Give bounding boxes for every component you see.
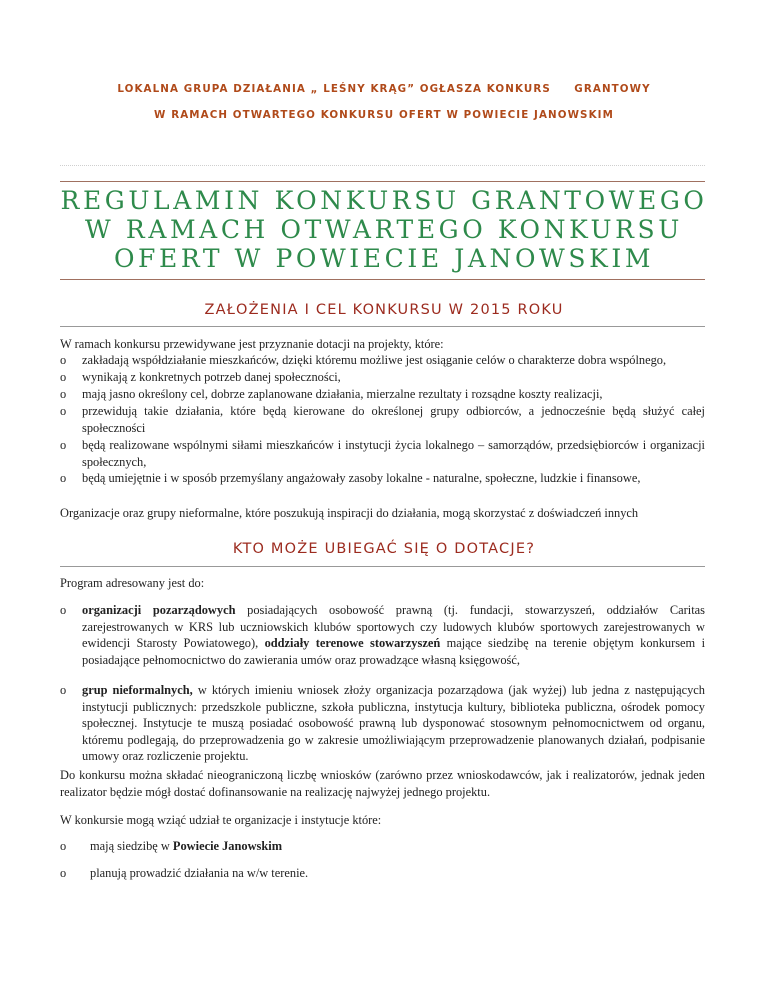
list-item bbox=[60, 386, 705, 403]
list-item-text bbox=[82, 602, 705, 668]
list-item-text: będą umiejętnie i w sposób przemyślany angażowały zasoby lokalne - naturalne, społeczne, ludzkie i finansowe, bbox=[82, 471, 641, 485]
list-item-text: przewidują takie działania, które będą kierowane do określonej grupy odbiorców, a jednocześnie będą służyć całej społeczności bbox=[82, 404, 705, 435]
list-item bbox=[60, 369, 705, 386]
section2-intro: Program adresowany jest do: bbox=[60, 576, 205, 590]
list-item-text bbox=[82, 682, 705, 765]
section-rule-eligibility bbox=[60, 566, 705, 567]
header-line-1: LOKALNA GRUPA DZIAŁANIA „ LEŚNY KRĄG” OGŁASZA KONKURS GRANTOWY bbox=[117, 83, 651, 95]
bullet: o bbox=[60, 404, 67, 418]
title-top-rule bbox=[60, 181, 705, 182]
bullet: o bbox=[60, 370, 67, 384]
list-item bbox=[60, 865, 705, 882]
title-bottom-rule bbox=[60, 279, 705, 280]
bullet: o bbox=[60, 866, 67, 880]
bullet: o bbox=[60, 438, 67, 452]
list-item-text: wynikają z konkretnych potrzeb danej społeczności, bbox=[82, 370, 341, 384]
bullet: o bbox=[60, 683, 67, 697]
list-item bbox=[60, 470, 705, 487]
bold-term: Powiecie Janowskim bbox=[172, 839, 283, 853]
section2-paragraph-1: Do konkursu można składać nieograniczoną liczbę wniosków (zarówno przez wnioskodawców, jak i realizatorów, jednak jeden realizator będzie mógł dostać dofinansowanie na realizację najwyżej jednego projektu. bbox=[60, 768, 705, 799]
dotted-divider bbox=[60, 165, 705, 166]
section1-closing: Organizacje oraz grupy nieformalne, które poszukują inspiracji do działania, mogą skorzystać z doświadczeń innych bbox=[60, 506, 639, 520]
header-line-2: W RAMACH OTWARTEGO KONKURSU OFERT W POWIECIE JANOWSKIM bbox=[154, 109, 614, 121]
section-rule-goals bbox=[60, 326, 705, 327]
list-item bbox=[60, 838, 705, 855]
section1-intro: W ramach konkursu przewidywane jest przyznanie dotacji na projekty, które: bbox=[60, 337, 444, 351]
bullet: o bbox=[60, 471, 67, 485]
list-item-text: mają jasno określony cel, dobrze zaplanowane działania, mierzalne rezultaty i rozsądne koszty realizacji, bbox=[82, 387, 603, 401]
list-item bbox=[60, 602, 705, 668]
main-title-line-1: REGULAMIN KONKURSU GRANTOWEGO bbox=[60, 186, 708, 215]
bold-term: organizacji pozarządowych bbox=[82, 603, 236, 617]
bold-term: grup nieformalnych, bbox=[82, 683, 193, 697]
list-item bbox=[60, 437, 705, 470]
item-text: posiadających osobowość prawną (tj. fundacji, stowarzyszeń, oddziałów Caritas zarejestrowanych w KRS lub uczniowskich klubów sportowych czy ludowych klubów sportowych zarejestrowanych w ewidencji Starosty Powiatowego), bbox=[82, 603, 705, 651]
section2-paragraph-2: W konkursie mogą wziąć udział te organizacje i instytucje które: bbox=[60, 813, 382, 827]
item-text: w których imieniu wniosek złoży organizacja pozarządowa (jak wyżej) lub jedna z następujących instytucji publicznych: przedszkole publiczne, szkoła publiczna, instytucja kultury, biblioteka publiczna, ośrodek pomocy społecznej. Instytucje te muszą posiadać osobowość prawną lub dysponować stosownym pełnomocnictwem od organu, któremu podlegają, do przeprowadzenia go w zakresie umożliwiającym przeprowadzenie planowanych działań, podpisanie umowy oraz rozliczenie projektu. bbox=[82, 683, 706, 764]
bullet: o bbox=[60, 839, 67, 853]
bullet: o bbox=[60, 387, 67, 401]
list-item bbox=[60, 682, 705, 765]
bullet: o bbox=[60, 603, 67, 617]
list-item bbox=[60, 352, 705, 369]
bold-term: oddziały terenowe stowarzyszeń bbox=[264, 636, 441, 651]
bullet: o bbox=[60, 353, 67, 367]
item-text: mające siedzibę na terenie objętym konkursem i posiadające pełnomocnictwo do zawierania umów oraz prowadzące własną księgowość, bbox=[82, 636, 706, 667]
list-item bbox=[60, 403, 705, 436]
list-item-text: zakładają współdziałanie mieszkańców, dzięki któremu możliwe jest osiąganie celów o charakterze dobra wspólnego, bbox=[82, 353, 667, 367]
list-item-text bbox=[90, 838, 705, 855]
section-heading-eligibility: KTO MOŻE UBIEGAĆ SIĘ O DOTACJE? bbox=[232, 541, 536, 557]
main-title-line-3: OFERT W POWIECIE JANOWSKIM bbox=[113, 244, 655, 273]
list-item-text: będą realizowane wspólnymi siłami mieszkańców i instytucji życia lokalnego – samorządów, przedsiębiorców i organizacji społecznych, bbox=[82, 438, 705, 469]
main-title bbox=[0, 186, 768, 273]
main-title-line-2: W RAMACH OTWARTEGO KONKURSU bbox=[85, 215, 683, 244]
list-item-text: planują prowadzić działania na w/w terenie. bbox=[90, 866, 309, 880]
section-heading-goals: ZAŁOŻENIA I CEL KONKURSU W 2015 ROKU bbox=[204, 302, 564, 318]
item-text: mają siedzibę w bbox=[90, 839, 173, 853]
